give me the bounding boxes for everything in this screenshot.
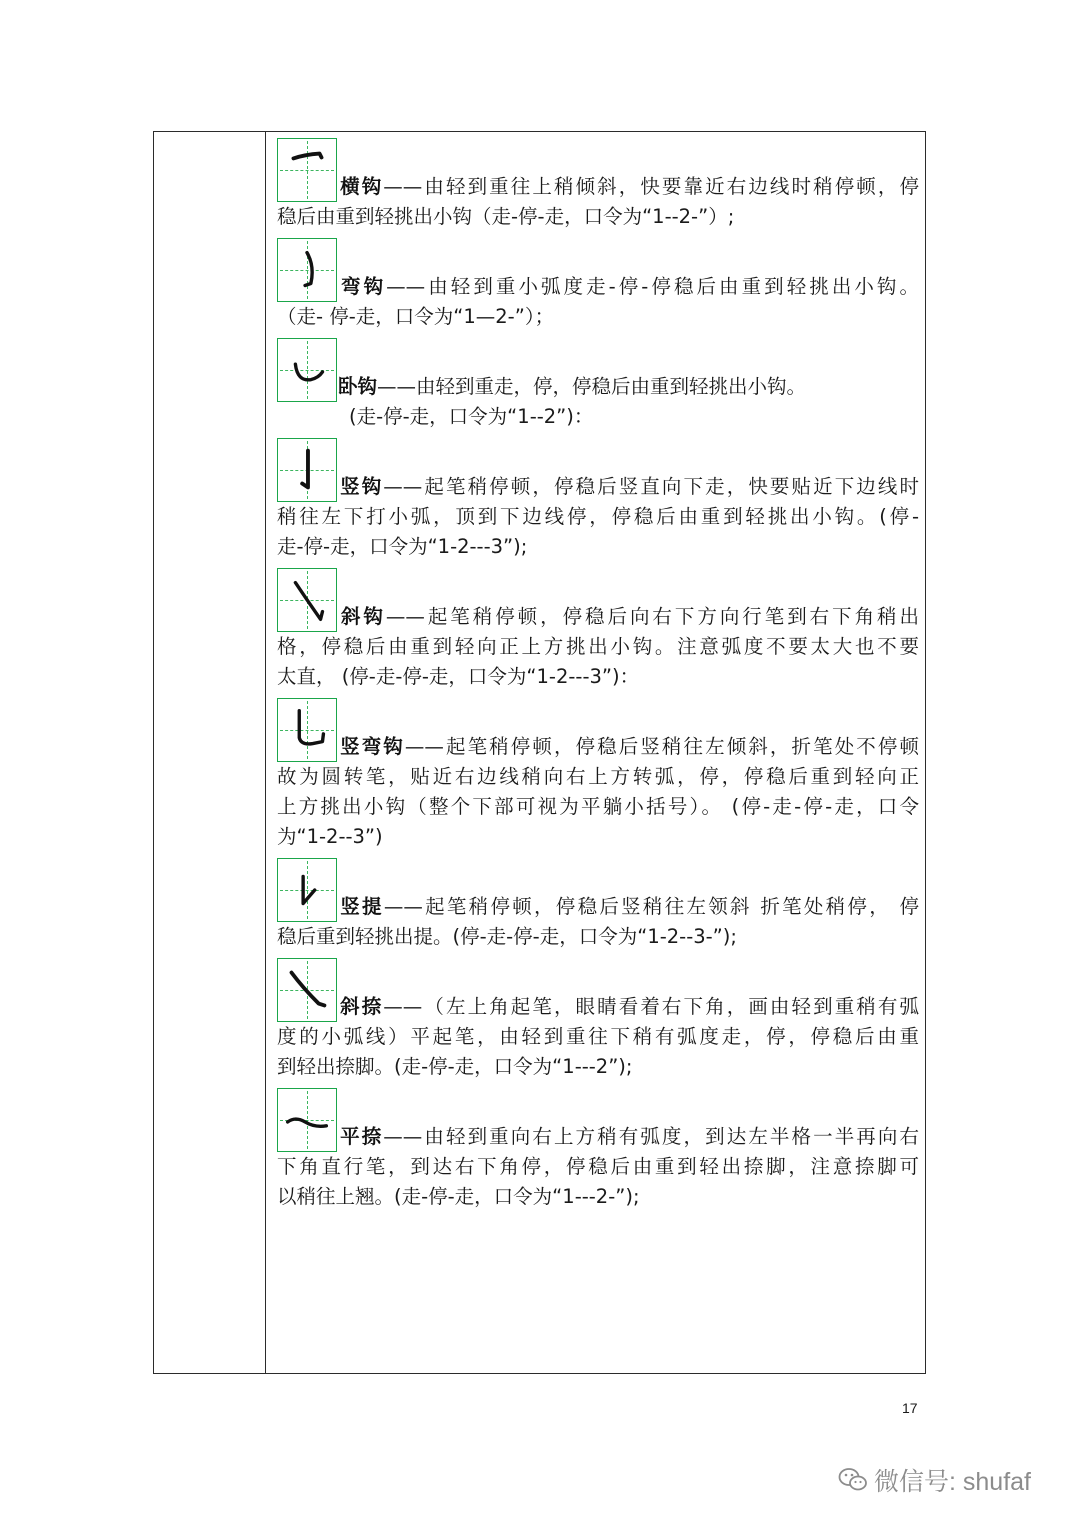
- watermark: [838, 1462, 1031, 1498]
- wo-gou-icon: [277, 338, 337, 402]
- column-divider: [265, 132, 266, 1373]
- stroke-entry-xie-na: [277, 958, 919, 1082]
- entry-text-line: 为“1-2--3”): [277, 825, 383, 848]
- shu-wan-gou-icon: [277, 698, 337, 762]
- xie-gou-icon: [277, 568, 337, 632]
- entry-first-line: 横钩——由轻到重往上稍倾斜，快要靠近右边线时稍停顿，停: [277, 138, 919, 202]
- entry-first-line: 卧钩——由轻到重走，停，停稳后由重到轻挑出小钩。: [277, 338, 919, 402]
- entry-text-line: 到轻出捺脚。(走-停-走，口令为“1---2”);: [277, 1055, 633, 1078]
- entry-first-line: 斜钩——起笔稍停顿，停稳后向右下方向行笔到右下角稍出: [277, 568, 919, 632]
- page-number: 17: [902, 1400, 918, 1416]
- entry-text-line: 太直， (停-走-停-走，口令为“1-2---3”)：: [277, 665, 640, 688]
- content-table: [153, 131, 926, 1374]
- entry-first-line: 斜捺——（左上角起笔，眼睛看着右下角，画由轻到重稍有弧: [277, 958, 919, 1022]
- stroke-entry-shu-wan-gou: [277, 698, 919, 852]
- entry-first-line: 竖提——起笔稍停顿，停稳后竖稍往左领斜 折笔处稍停， 停: [277, 858, 919, 922]
- entry-text-line: (走-停-走，口令为“1--2”)：: [349, 405, 594, 428]
- stroke-entry-shu-gou: [277, 438, 919, 562]
- entry-text-line: 格，停稳后由重到轻向正上方挑出小钩。注意弧度不要太大也不要: [277, 635, 919, 658]
- entry-first-line: 竖弯钩——起笔稍停顿，停稳后竖稍往左倾斜，折笔处不停顿: [277, 698, 919, 762]
- heng-gou-icon: [277, 138, 337, 202]
- stroke-list: [277, 138, 919, 1212]
- stroke-entry-ping-na: [277, 1088, 919, 1212]
- ping-na-icon: [277, 1088, 337, 1152]
- stroke-entry-xie-gou: [277, 568, 919, 692]
- entry-text-line: 走-停-走，口令为“1-2---3”);: [277, 535, 528, 558]
- wechat-icon: [838, 1466, 868, 1494]
- stroke-entry-wo-gou: [277, 338, 919, 432]
- entry-text-line: （走- 停-走，口令为“1—2-”）；: [277, 305, 555, 328]
- shu-ti-icon: [277, 858, 337, 922]
- stroke-entry-heng-gou: [277, 138, 919, 232]
- stroke-entry-wan-gou: [277, 238, 919, 332]
- entry-text-line: 稍往左下打小弧，顶到下边线停，停稳后由重到轻挑出小钩。(停-: [277, 505, 919, 528]
- entry-first-line: 弯钩——由轻到重小弧度走-停-停稳后由重到轻挑出小钩。: [277, 238, 919, 302]
- entry-text-line: 下角直行笔，到达右下角停，停稳后由重到轻出捺脚，注意捺脚可: [277, 1155, 919, 1178]
- shu-gou-icon: [277, 438, 337, 502]
- wan-gou-icon: [277, 238, 337, 302]
- xie-na-icon: [277, 958, 337, 1022]
- entry-first-line: 平捺——由轻到重向右上方稍有弧度，到达左半格一半再向右: [277, 1088, 919, 1152]
- entry-text-line: 度的小弧线）平起笔，由轻到重往下稍有弧度走，停，停稳后由重: [277, 1025, 919, 1048]
- entry-text-line: 故为圆转笔，贴近右边线稍向右上方转弧，停，停稳后重到轻向正: [277, 765, 919, 788]
- entry-text-line: 稳后由重到轻挑出小钩（走-停-走，口令为“1--2-”）;: [277, 205, 735, 228]
- watermark-text: 微信号: shufaf: [874, 1468, 1031, 1496]
- entry-first-line: 竖钩——起笔稍停顿，停稳后竖直向下走，快要贴近下边线时: [277, 438, 919, 502]
- entry-text-line: 上方挑出小钩（整个下部可视为平躺小括号）。 (停-走-停-走，口令: [277, 795, 919, 818]
- entry-text-line: 稳后重到轻挑出提。(停-走-停-走，口令为“1-2--3-”);: [277, 925, 737, 948]
- entry-text-line: 以稍往上翘。(走-停-走，口令为“1---2-”);: [277, 1185, 640, 1208]
- stroke-entry-shu-ti: [277, 858, 919, 952]
